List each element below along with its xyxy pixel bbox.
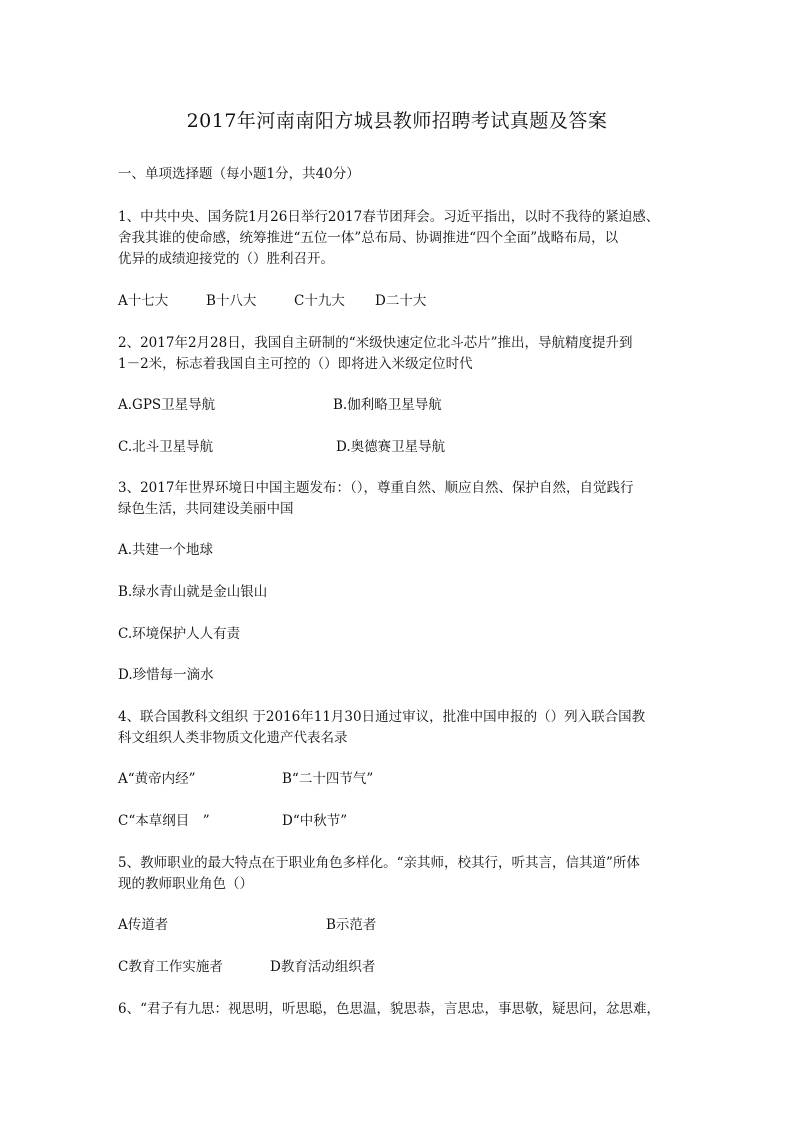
question-1-line-1: 1、中共中央、国务院1月26日举行2017春节团拜会。习近平指出，以时不我待的紧迫感、 [118,209,660,225]
question-5-option-c: C教育工作实施者 [118,959,223,975]
question-6-line-1: 6、“君子有九思：视思明，听思聪，色思温，貌思恭，言思忠，事思敬，疑思问，忿思难， [118,1001,660,1017]
question-2-option-c: C.北斗卫星导航 [118,439,214,455]
question-3-option-b: B.绿水青山就是金山银山 [118,584,268,600]
question-2-option-b: B.伽利略卫星导航 [333,397,442,413]
question-5-line-1: 5、教师职业的最大特点在于职业角色多样化。“亲其师，校其行，听其言，信其道”所体 [118,855,640,871]
question-3-line-1: 3、2017年世界环境日中国主题发布：（），尊重自然、顺应自然、保护自然，自觉践行 [118,480,634,496]
question-1-option-d: D二十大 [375,293,427,309]
question-5-line-2: 现的教师职业角色（） [118,876,253,892]
question-1-option-a: A十七大 [118,293,169,309]
question-3-option-a: A.共建一个地球 [118,542,214,558]
question-4-option-d: D“中秋节” [282,813,348,829]
question-1-option-b: B十八大 [206,293,257,309]
question-5-option-d: D教育活动组织者 [270,959,376,975]
question-4-option-a: A“黄帝内经” [118,771,196,787]
question-2-option-a: A.GPS卫星导航 [118,397,216,413]
question-4-option-c: C“本草纲目 ” [118,813,210,829]
question-5-option-a: A传道者 [118,917,169,933]
question-1-line-2: 舍我其谁的使命感，统筹推进“五位一体”总布局、协调推进“四个全面”战略布局，以 [118,230,619,246]
question-3-option-d: D.珍惜每一滴水 [118,667,214,683]
question-4-line-2: 科文组织人类非物质文化遗产代表名录 [118,730,348,746]
question-1-option-c: C十九大 [294,293,345,309]
page-title: 2017年河南南阳方城县教师招聘考试真题及答案 [186,110,608,132]
question-2-line-2: 1－2米，标志着我国自主可控的（）即将进入米级定位时代 [118,356,473,372]
section-heading: 一、单项选择题（每小题1分，共40分） [118,166,360,182]
question-3-option-c: C.环境保护人人有责 [118,626,241,642]
question-2-option-d: D.奥德赛卫星导航 [336,439,446,455]
question-2-line-1: 2、2017年2月28日，我国自主研制的“米级快速定位北斗芯片”推出，导航精度提升到 [118,335,633,351]
question-4-option-b: B“二十四节气” [282,771,374,787]
question-4-line-1: 4、联合国教科文组织 于2016年11月30日通过审议，批准中国申报的（）列入联合国教 [118,709,646,725]
question-5-option-b: B示范者 [326,917,377,933]
question-3-line-2: 绿色生活，共同建设美丽中国 [118,501,294,517]
question-1-line-3: 优异的成绩迎接党的（）胜利召开。 [118,251,334,267]
